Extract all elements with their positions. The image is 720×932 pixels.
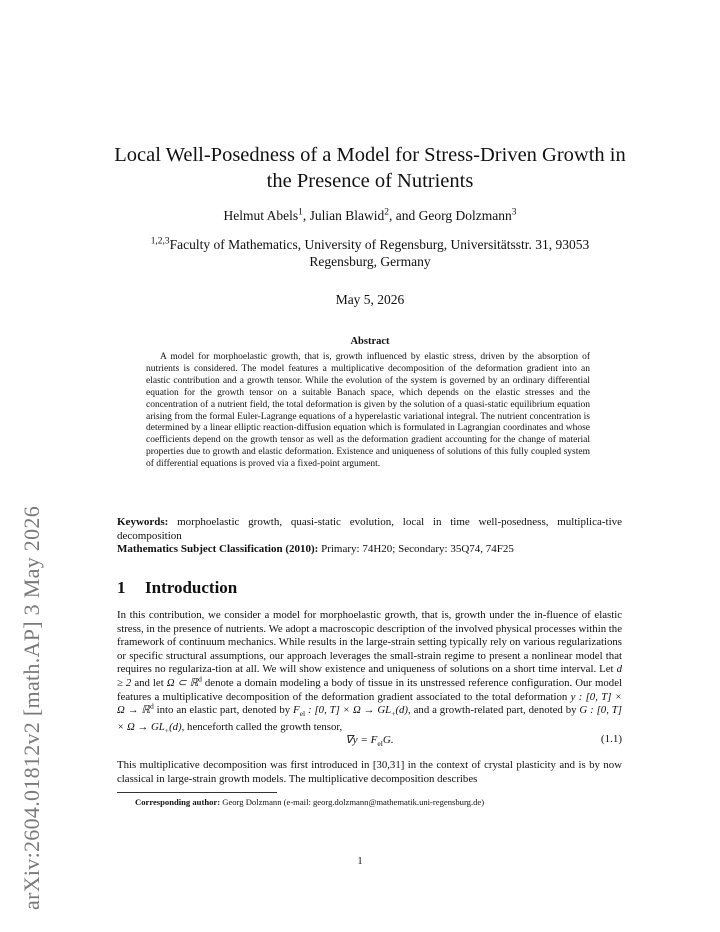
title-line-2: the Presence of Nutrients — [266, 170, 474, 192]
paper-title — [110, 142, 630, 194]
author-list — [110, 208, 630, 224]
footnote-rule — [117, 792, 277, 793]
author-sup: 3 — [511, 207, 517, 218]
section-number: 1 — [117, 578, 126, 597]
abstract-heading: Abstract — [350, 336, 390, 347]
footnote-text: Georg Dolzmann (e-mail: georg.dolzmann@mathematik.uni-regensburg.de) — [222, 797, 485, 807]
msc-label: Mathematics Subject Classification (2010): — [117, 543, 319, 555]
math-inline: : [0, T] × Ω → GL — [305, 704, 392, 717]
math-sub: el — [299, 709, 306, 719]
math-inline: (d) — [395, 704, 409, 717]
math-sup: d — [198, 674, 202, 684]
equation-sub: el — [377, 739, 383, 749]
math-sup: d — [149, 701, 154, 711]
author-name: Helmut Abels — [223, 208, 299, 223]
paper-date: May 5, 2026 — [335, 292, 405, 307]
footnote-label: Corresponding author: — [135, 797, 221, 807]
author-name: Julian Blawid — [309, 208, 385, 223]
author-separator: , — [302, 208, 310, 223]
math-inline: G : [0, T] × Ω → GL — [117, 704, 622, 733]
author-sup: 2 — [384, 207, 389, 218]
msc-text: Primary: 74H20; Secondary: 35Q74, 74F25 — [321, 543, 514, 555]
page-number: 1 — [357, 856, 363, 867]
author-name: Georg Dolzmann — [418, 208, 512, 223]
math-inline: F — [293, 704, 300, 717]
keywords-block — [117, 516, 622, 557]
text-run: into an elastic part, denoted by — [153, 704, 294, 717]
keywords-text: morphoelastic growth, quasi-static evolution, local in time well-posedness, multiplica-tive decomposition — [117, 516, 623, 542]
affiliation-sup: 1,2,3 — [150, 236, 170, 247]
abstract-body: A model for morphoelastic growth, that is, growth influenced by elastic stress, driven by the absorption of nutrients is considered. The model features a multiplicative decomposition of the deformation gradient into an elastic contribution and a growth tensor. While the evolution of the system is governed by an ordinary differential equation for the growth tensor on a suitable Banach space, which depends on the elastic stresses and the concentration of a nutrient field, the total deformation is given by the solution of a quasi-static equilibrium equation arising from the formal Euler-Lagrange equations of a hyperelastic variational integral. The nutrient concentration is determined by a linear elliptic reaction-diffusion equation which is formulated in Lagrangian coordinates and whose coefficients depend on the growth tensor as well as the deformation gradient accounting for the change of material properties due to growth and elastic deformation. Existence and uniqueness of solutions of this fully coupled system of differential equations is proved via a fixed-point argument. — [146, 352, 590, 470]
math-sub-plus: + — [164, 726, 170, 736]
title-line-1: Local Well-Posedness of a Model for Stress-Driven Growth in — [114, 144, 626, 166]
arxiv-identifier: arXiv:2604.01812v2 [math.AP] 3 May 2026 — [19, 506, 44, 910]
section-heading — [117, 578, 237, 598]
intro-paragraph-2: This multiplicative decomposition was first introduced in [30,31] in the context of crystal plasticity and is by now classical in large-strain growth models. The multiplicative decomposition describes — [117, 759, 622, 785]
math-inline: y : [0, T] × Ω → ℝ — [117, 690, 622, 717]
footnote — [135, 797, 484, 807]
affiliation — [110, 236, 630, 270]
text-run: and let — [131, 676, 167, 689]
text-run: , and a growth-related part, denoted by — [408, 704, 580, 717]
author-sup: 1 — [298, 207, 303, 218]
math-inline: (d) — [169, 720, 182, 733]
keywords-label: Keywords: — [117, 516, 169, 528]
equation-tail: G. — [382, 734, 394, 746]
math-inline: d ≥ 2 — [117, 663, 622, 689]
math-sub-plus: + — [391, 709, 396, 719]
text-run: denote a domain modeling a body of tissue in its unstressed reference configuration. Our model features a multiplicative decomposition of the deformation gradient associated to the total deformation — [117, 676, 622, 703]
math-inline: Ω ⊂ ℝ — [166, 676, 199, 689]
author-separator: , and — [388, 208, 419, 223]
equation-content — [117, 733, 622, 748]
intro-paragraph-1 — [117, 609, 622, 738]
text-run: In this contribution, we consider a model for morphoelastic growth, that is, growth under the in-fluence of elastic stress, in the presence of nutrients. We adopt a macroscopic description of the involved physical processes within the framework of continuum mechanics. While results in the large-strain setting typically rely on various regularizations or specific structural assumptions, our approach leverages the small-strain regime to present a nonlinear model that requires no regulariza-tion at all. We will show existence and uniqueness of solutions on a short time interval. Let — [117, 609, 622, 676]
text-run: , henceforth called the growth tensor, — [181, 720, 343, 733]
arxiv-sidebar — [6, 240, 56, 910]
affiliation-line-1: Faculty of Mathematics, University of Regensburg, Universitätsstr. 31, 93053 — [169, 237, 590, 252]
affiliation-line-2: Regensburg, Germany — [309, 254, 431, 269]
section-title: Introduction — [145, 578, 238, 597]
equation-number: (1.1) — [600, 733, 622, 745]
equation-text: ∇y = F — [345, 734, 378, 746]
